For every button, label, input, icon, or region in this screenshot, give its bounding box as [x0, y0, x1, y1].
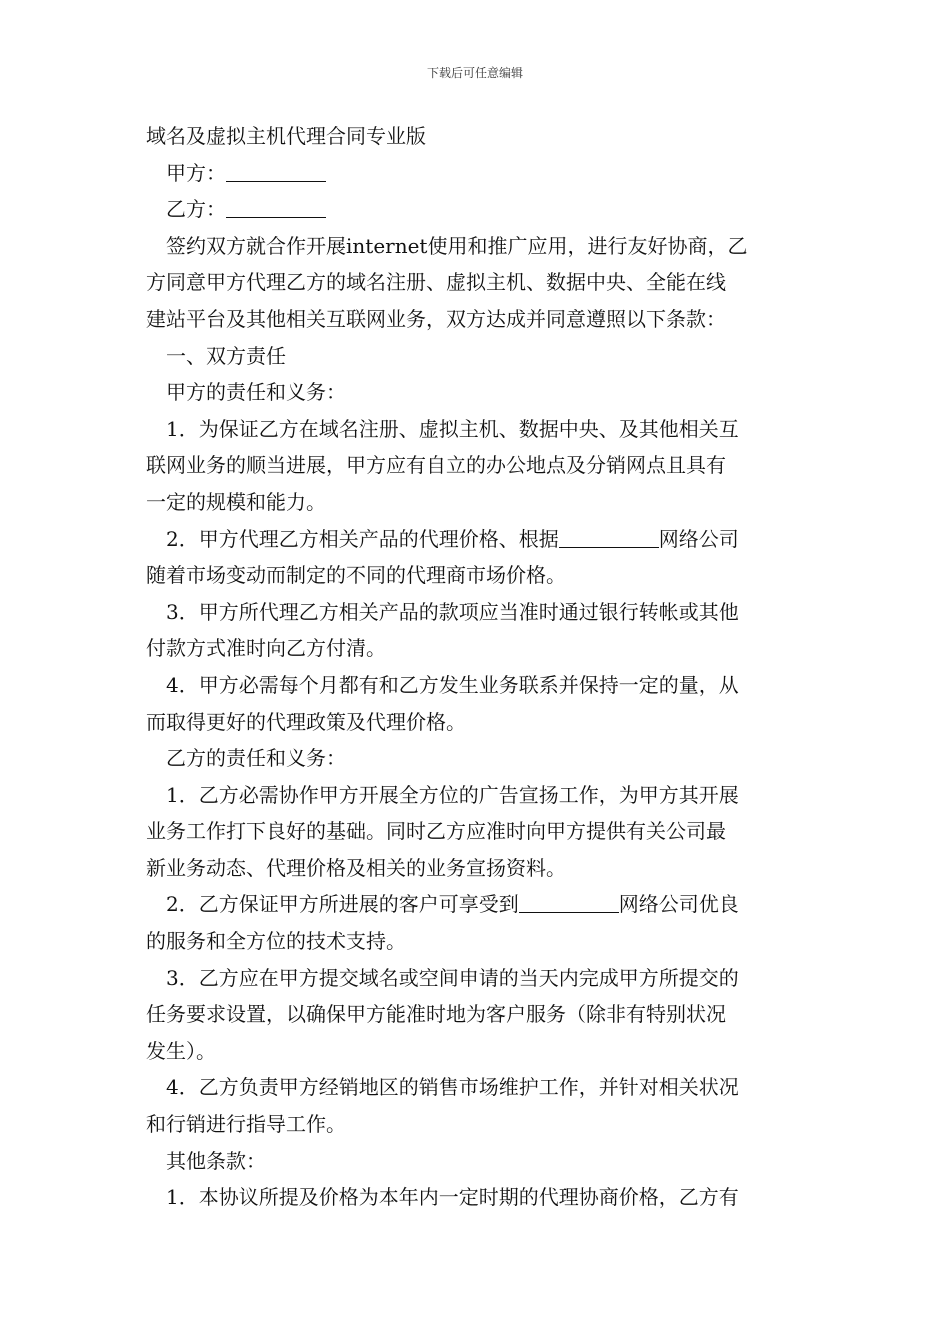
clause-line: 1．为保证乙方在域名注册、虚拟主机、数据中央、及其他相关互	[166, 416, 739, 441]
company-blank	[559, 525, 659, 548]
clause-line: 和行销进行指导工作。	[146, 1112, 346, 1137]
party-a-label: 甲方：	[166, 160, 226, 185]
clause-line: 的服务和全方位的技术支持。	[146, 929, 406, 954]
clause-line: 4．甲方必需每个月都有和乙方发生业务联系并保持一定的量，从	[166, 672, 739, 697]
company-blank	[519, 890, 619, 913]
clause-line	[146, 521, 808, 558]
intro-line: 方同意甲方代理乙方的域名注册、虚拟主机、数据中央、全能在线	[146, 270, 726, 295]
clause-line: 发生）。	[146, 1038, 216, 1063]
contract-body	[146, 118, 808, 1216]
party-a-blank	[226, 159, 326, 182]
page-header: 下载后可任意编辑	[426, 66, 523, 80]
clause-line: 业务工作打下良好的基础。同时乙方应准时向甲方提供有关公司最	[146, 819, 726, 844]
clause-text: 网络公司优良	[618, 892, 739, 917]
contract-title: 域名及虚拟主机代理合同专业版	[146, 124, 426, 148]
clause-line: 一定的规模和能力。	[146, 489, 326, 514]
clause-line: 3．甲方所代理乙方相关产品的款项应当准时通过银行转帐或其他	[166, 599, 739, 624]
clause-line: 1．本协议所提及价格为本年内一定时期的代理协商价格，乙方有	[166, 1185, 739, 1210]
clause-line: 3．乙方应在甲方提交域名或空间申请的当天内完成甲方所提交的	[166, 965, 739, 990]
clause-text: 2．甲方代理乙方相关产品的代理价格、根据	[166, 526, 559, 551]
clause-line: 新业务动态、代理价格及相关的业务宣扬资料。	[146, 855, 566, 880]
clause-text: 网络公司	[658, 526, 739, 551]
clause-line: 联网业务的顺当进展，甲方应有自立的办公地点及分销网点且具有	[146, 453, 726, 478]
intro-line: 建站平台及其他相关互联网业务，双方达成并同意遵照以下条款：	[146, 306, 726, 331]
party-b-blank	[226, 195, 326, 218]
party-a-line	[146, 155, 808, 192]
party-b-duties-heading: 乙方的责任和义务：	[166, 746, 346, 771]
clause-text: 2．乙方保证甲方所进展的客户可享受到	[166, 892, 519, 917]
other-terms-heading: 其他条款：	[166, 1148, 266, 1173]
clause-line: 任务要求设置，以确保甲方能准时地为客户服务（除非有特别状况	[146, 1002, 726, 1027]
party-a-duties-heading: 甲方的责任和义务：	[166, 380, 346, 405]
party-b-label: 乙方：	[166, 197, 226, 222]
intro-line: 签约双方就合作开展internet使用和推广应用，进行友好协商，乙	[166, 233, 748, 258]
clause-line: 随着市场变动而制定的不同的代理商市场价格。	[146, 563, 566, 588]
clause-line: 4．乙方负责甲方经销地区的销售市场维护工作，并针对相关状况	[166, 1075, 739, 1100]
clause-line: 而取得更好的代理政策及代理价格。	[146, 709, 466, 734]
clause-line	[146, 886, 808, 923]
clause-line: 付款方式准时向乙方付清。	[146, 636, 386, 661]
section-heading: 一、双方责任	[166, 343, 286, 368]
party-b-line	[146, 191, 808, 228]
clause-line: 1．乙方必需协作甲方开展全方位的广告宣扬工作，为甲方其开展	[166, 782, 739, 807]
